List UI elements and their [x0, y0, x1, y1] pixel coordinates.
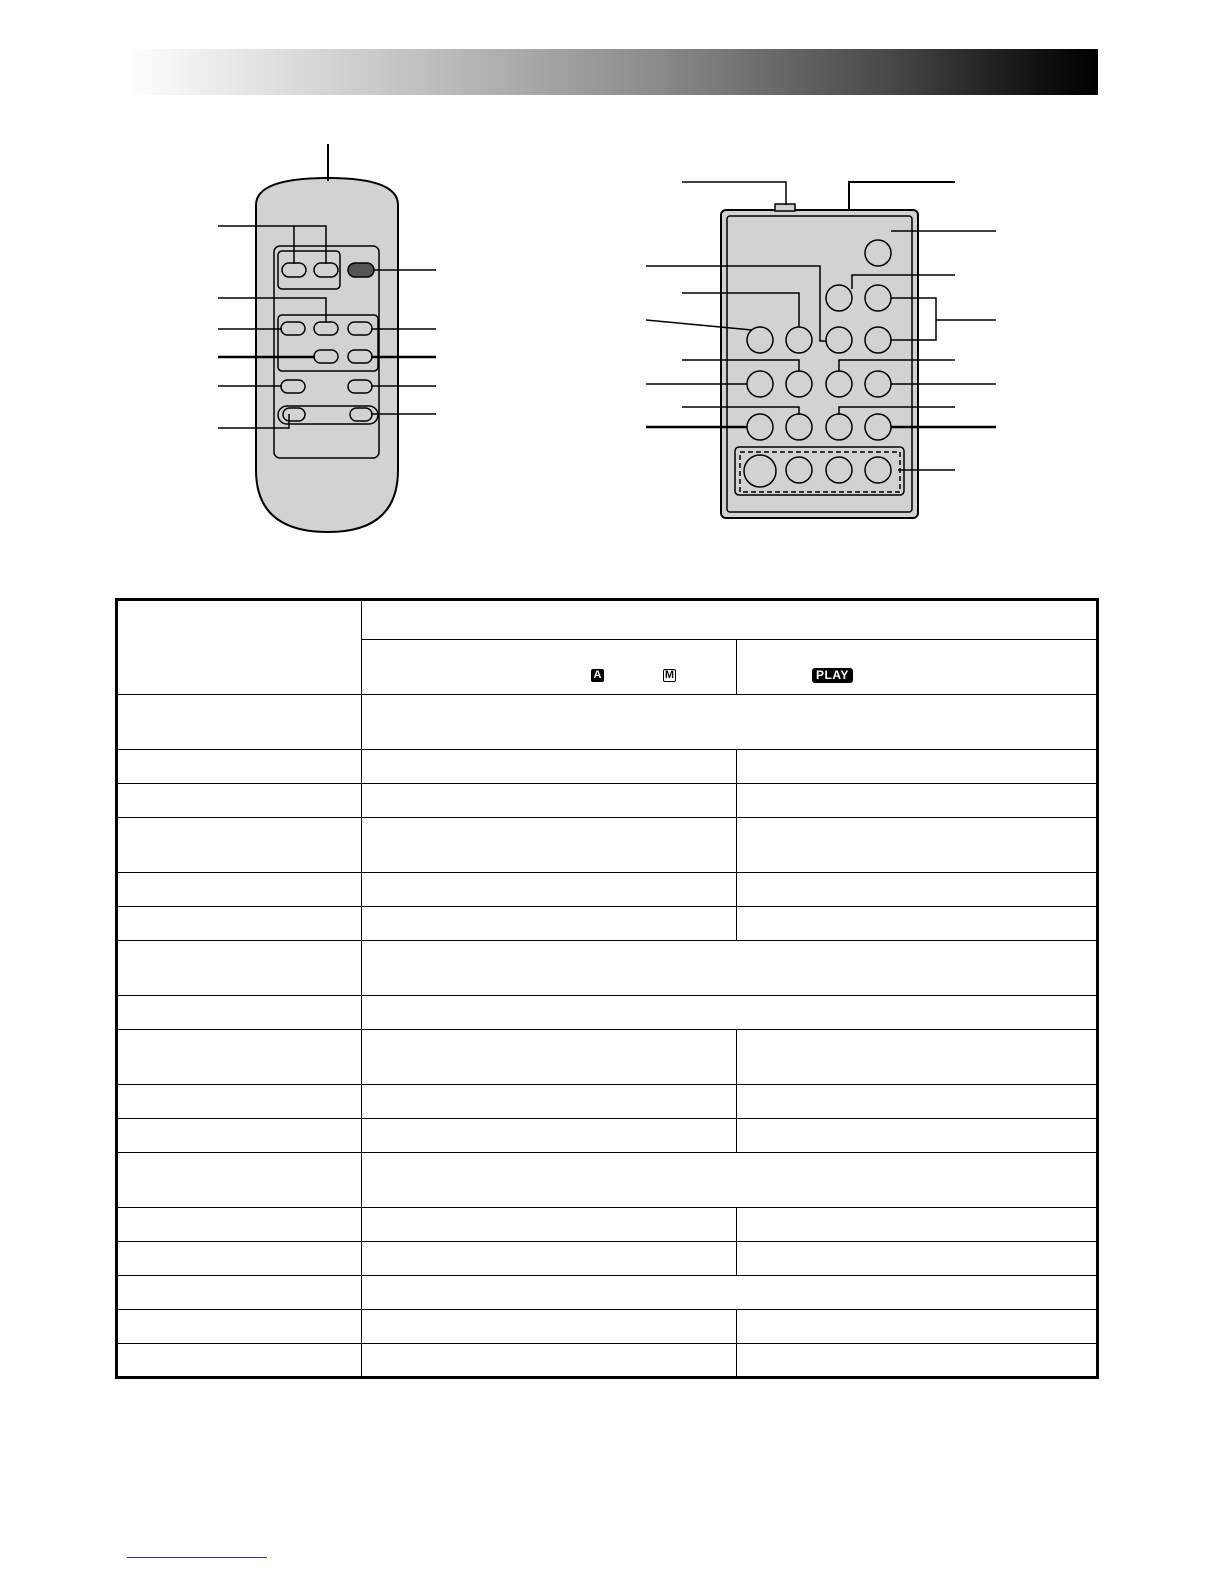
table-header-recording: [362, 640, 737, 695]
table-row: [117, 1344, 1098, 1378]
table-row: [117, 784, 1098, 818]
left-button-4[interactable]: [281, 322, 305, 335]
table-row: [117, 1310, 1098, 1344]
footer-link-underline[interactable]: [127, 1557, 267, 1558]
right-button-10[interactable]: [826, 371, 852, 397]
right-button-13[interactable]: [786, 414, 812, 440]
left-button-8[interactable]: [348, 350, 372, 363]
left-button-1[interactable]: [282, 263, 306, 277]
remote-control-diagrams: [0, 0, 1224, 560]
left-button-5[interactable]: [314, 322, 338, 335]
right-button-17[interactable]: [786, 457, 812, 483]
left-button-6[interactable]: [348, 322, 372, 335]
right-button-6[interactable]: [826, 327, 852, 353]
right-button-15[interactable]: [865, 414, 891, 440]
left-button-2[interactable]: [314, 263, 338, 277]
left-button-3[interactable]: [348, 263, 374, 277]
table-row: [117, 873, 1098, 907]
left-button-10[interactable]: [348, 380, 372, 393]
left-button-12[interactable]: [350, 408, 372, 421]
table-row: [117, 695, 1098, 750]
table-row: [117, 1208, 1098, 1242]
right-remote-diagram: [646, 182, 996, 518]
table-header-control: [117, 600, 362, 695]
table-row: [117, 1085, 1098, 1119]
right-remote-connector: [775, 204, 795, 211]
table-row: [117, 750, 1098, 784]
right-button-3[interactable]: [865, 285, 891, 311]
table-row: [117, 818, 1098, 873]
auto-mode-icon: A: [591, 669, 604, 682]
table-row: [117, 1153, 1098, 1208]
table-header-function: [362, 600, 1098, 640]
play-mode-icon: PLAY: [812, 668, 853, 683]
right-button-1[interactable]: [865, 240, 891, 266]
right-button-5[interactable]: [786, 327, 812, 353]
table-row: [117, 1276, 1098, 1310]
right-button-16[interactable]: [744, 455, 776, 487]
right-button-11[interactable]: [865, 371, 891, 397]
left-button-9[interactable]: [281, 380, 305, 393]
table-header-playback: [737, 640, 1098, 695]
right-button-9[interactable]: [786, 371, 812, 397]
table-row: [117, 1119, 1098, 1153]
right-button-18[interactable]: [826, 457, 852, 483]
table-row: [117, 907, 1098, 941]
remote-functions-table: [115, 598, 1099, 1379]
left-remote-diagram: [218, 144, 436, 532]
right-button-7[interactable]: [865, 327, 891, 353]
right-callout-2: [849, 182, 955, 210]
right-button-19[interactable]: [865, 457, 891, 483]
table-row: [117, 941, 1098, 996]
right-button-12[interactable]: [747, 414, 773, 440]
left-button-11[interactable]: [283, 408, 305, 421]
right-callout-1: [682, 182, 786, 205]
table-row: [117, 1030, 1098, 1085]
right-button-4[interactable]: [747, 327, 773, 353]
table-row: [117, 1242, 1098, 1276]
manual-mode-icon: M: [664, 669, 675, 681]
left-button-7[interactable]: [314, 350, 338, 363]
right-button-2[interactable]: [826, 285, 852, 311]
right-button-8[interactable]: [747, 371, 773, 397]
table-row: [117, 996, 1098, 1030]
right-button-14[interactable]: [826, 414, 852, 440]
